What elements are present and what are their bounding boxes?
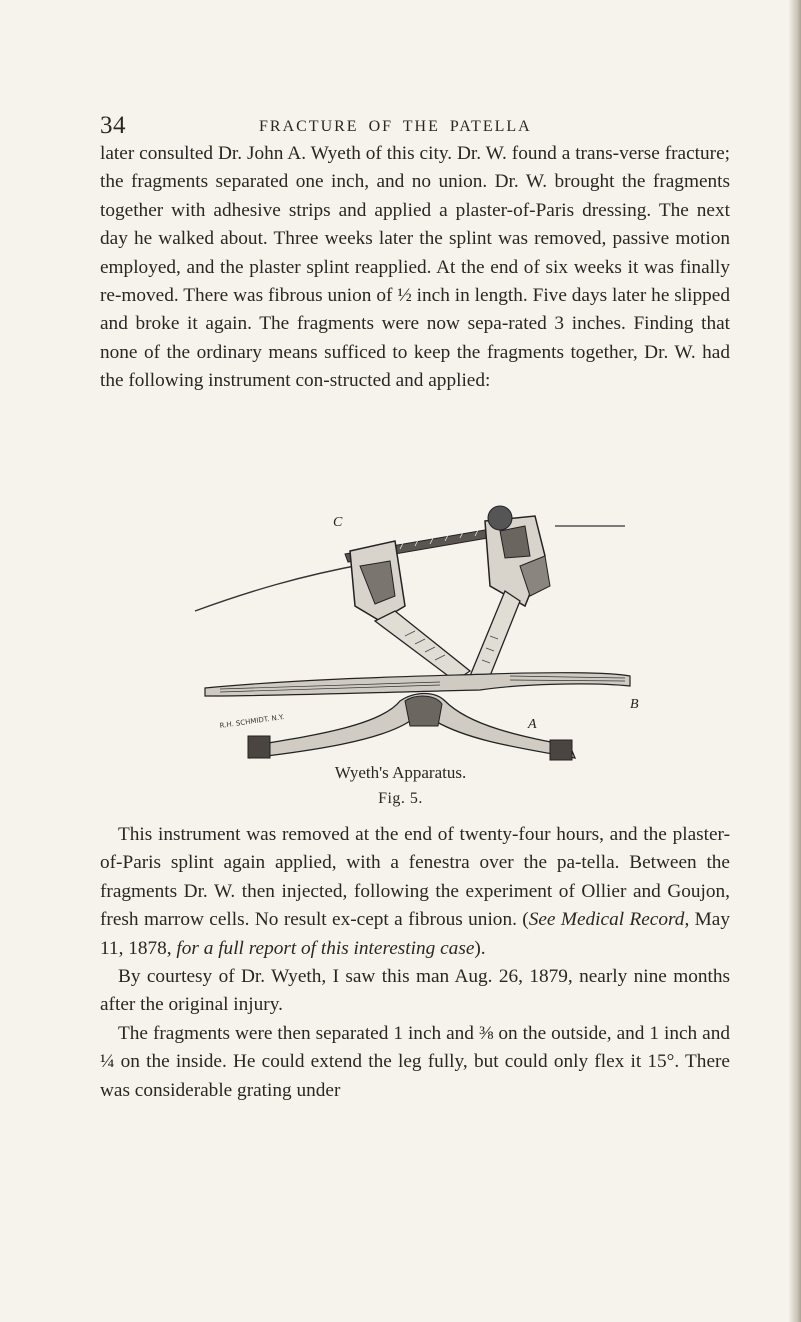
long-bar [205, 673, 630, 696]
citation-italic: See Medical Record [528, 909, 685, 931]
running-title: FRACTURE OF THE PATELLA [259, 118, 532, 135]
citation-close: ). [474, 937, 486, 959]
label-b: B [630, 697, 639, 712]
label-a: A [528, 717, 537, 732]
figure-caption: Wyeth's Apparatus. [334, 763, 467, 782]
figure-wyeth-apparatus [190, 496, 650, 766]
top-knob [488, 506, 512, 530]
page-number: 34 [100, 112, 126, 139]
citation-plain: , May 11, 1878, [100, 909, 730, 959]
label-c: C [333, 515, 343, 530]
paragraph-1: later consulted Dr. John A. Wyeth of this city. Dr. W. found a trans-verse fracture; the fragments separated one inch, and no union. Dr. W. brought the fragments together with adhesive strips and applied a plaster-of-Paris dressing. The next day he walked about. Three weeks later the splint was removed, passive motion employed, and the plaster splint reapplied. At the end of six weeks it was finally re-moved. There was fibrous union of ½ inch in length. Five days later he slipped and broke it again. The fragments were now sepa-rated 3 inches. Finding that none of the ordinary means sufficed to keep the fragments together, Dr. W. had the following instrument con-structed and applied: [100, 143, 730, 392]
paragraph-3: By courtesy of Dr. Wyeth, I saw this man Aug. 26, 1879, nearly nine months after the original injury. [100, 966, 730, 1016]
engraver-signature: R.H. SCHMIDT. N.Y. [219, 713, 285, 730]
cord-line [195, 564, 365, 611]
page-edge [789, 0, 801, 1322]
paragraph-2 [100, 821, 730, 963]
left-strap [375, 611, 470, 681]
paragraph-4: The fragments were then separated 1 inch and ⅜ on the outside, and 1 inch and ¼ on the inside. He could extend the leg fully, but could only flex it 15°. There was considerable grating under [100, 1022, 730, 1101]
body-paragraphs [100, 821, 730, 1105]
citation-italic-tail: for a full report of this interesting case [176, 937, 475, 959]
paragraph-2-text: This instrument was removed at the end of twenty-four hours, and the plaster-of-Paris splint again applied, with a fenestra over the pa-tella. Between the fragments Dr. W. then injected, following the experiment of Ollier and Goujon, fresh marrow cells. No result ex-cept a fibrous union. ( [100, 824, 730, 931]
right-strap [470, 591, 520, 681]
figure-number: Fig. 5. [378, 790, 423, 807]
